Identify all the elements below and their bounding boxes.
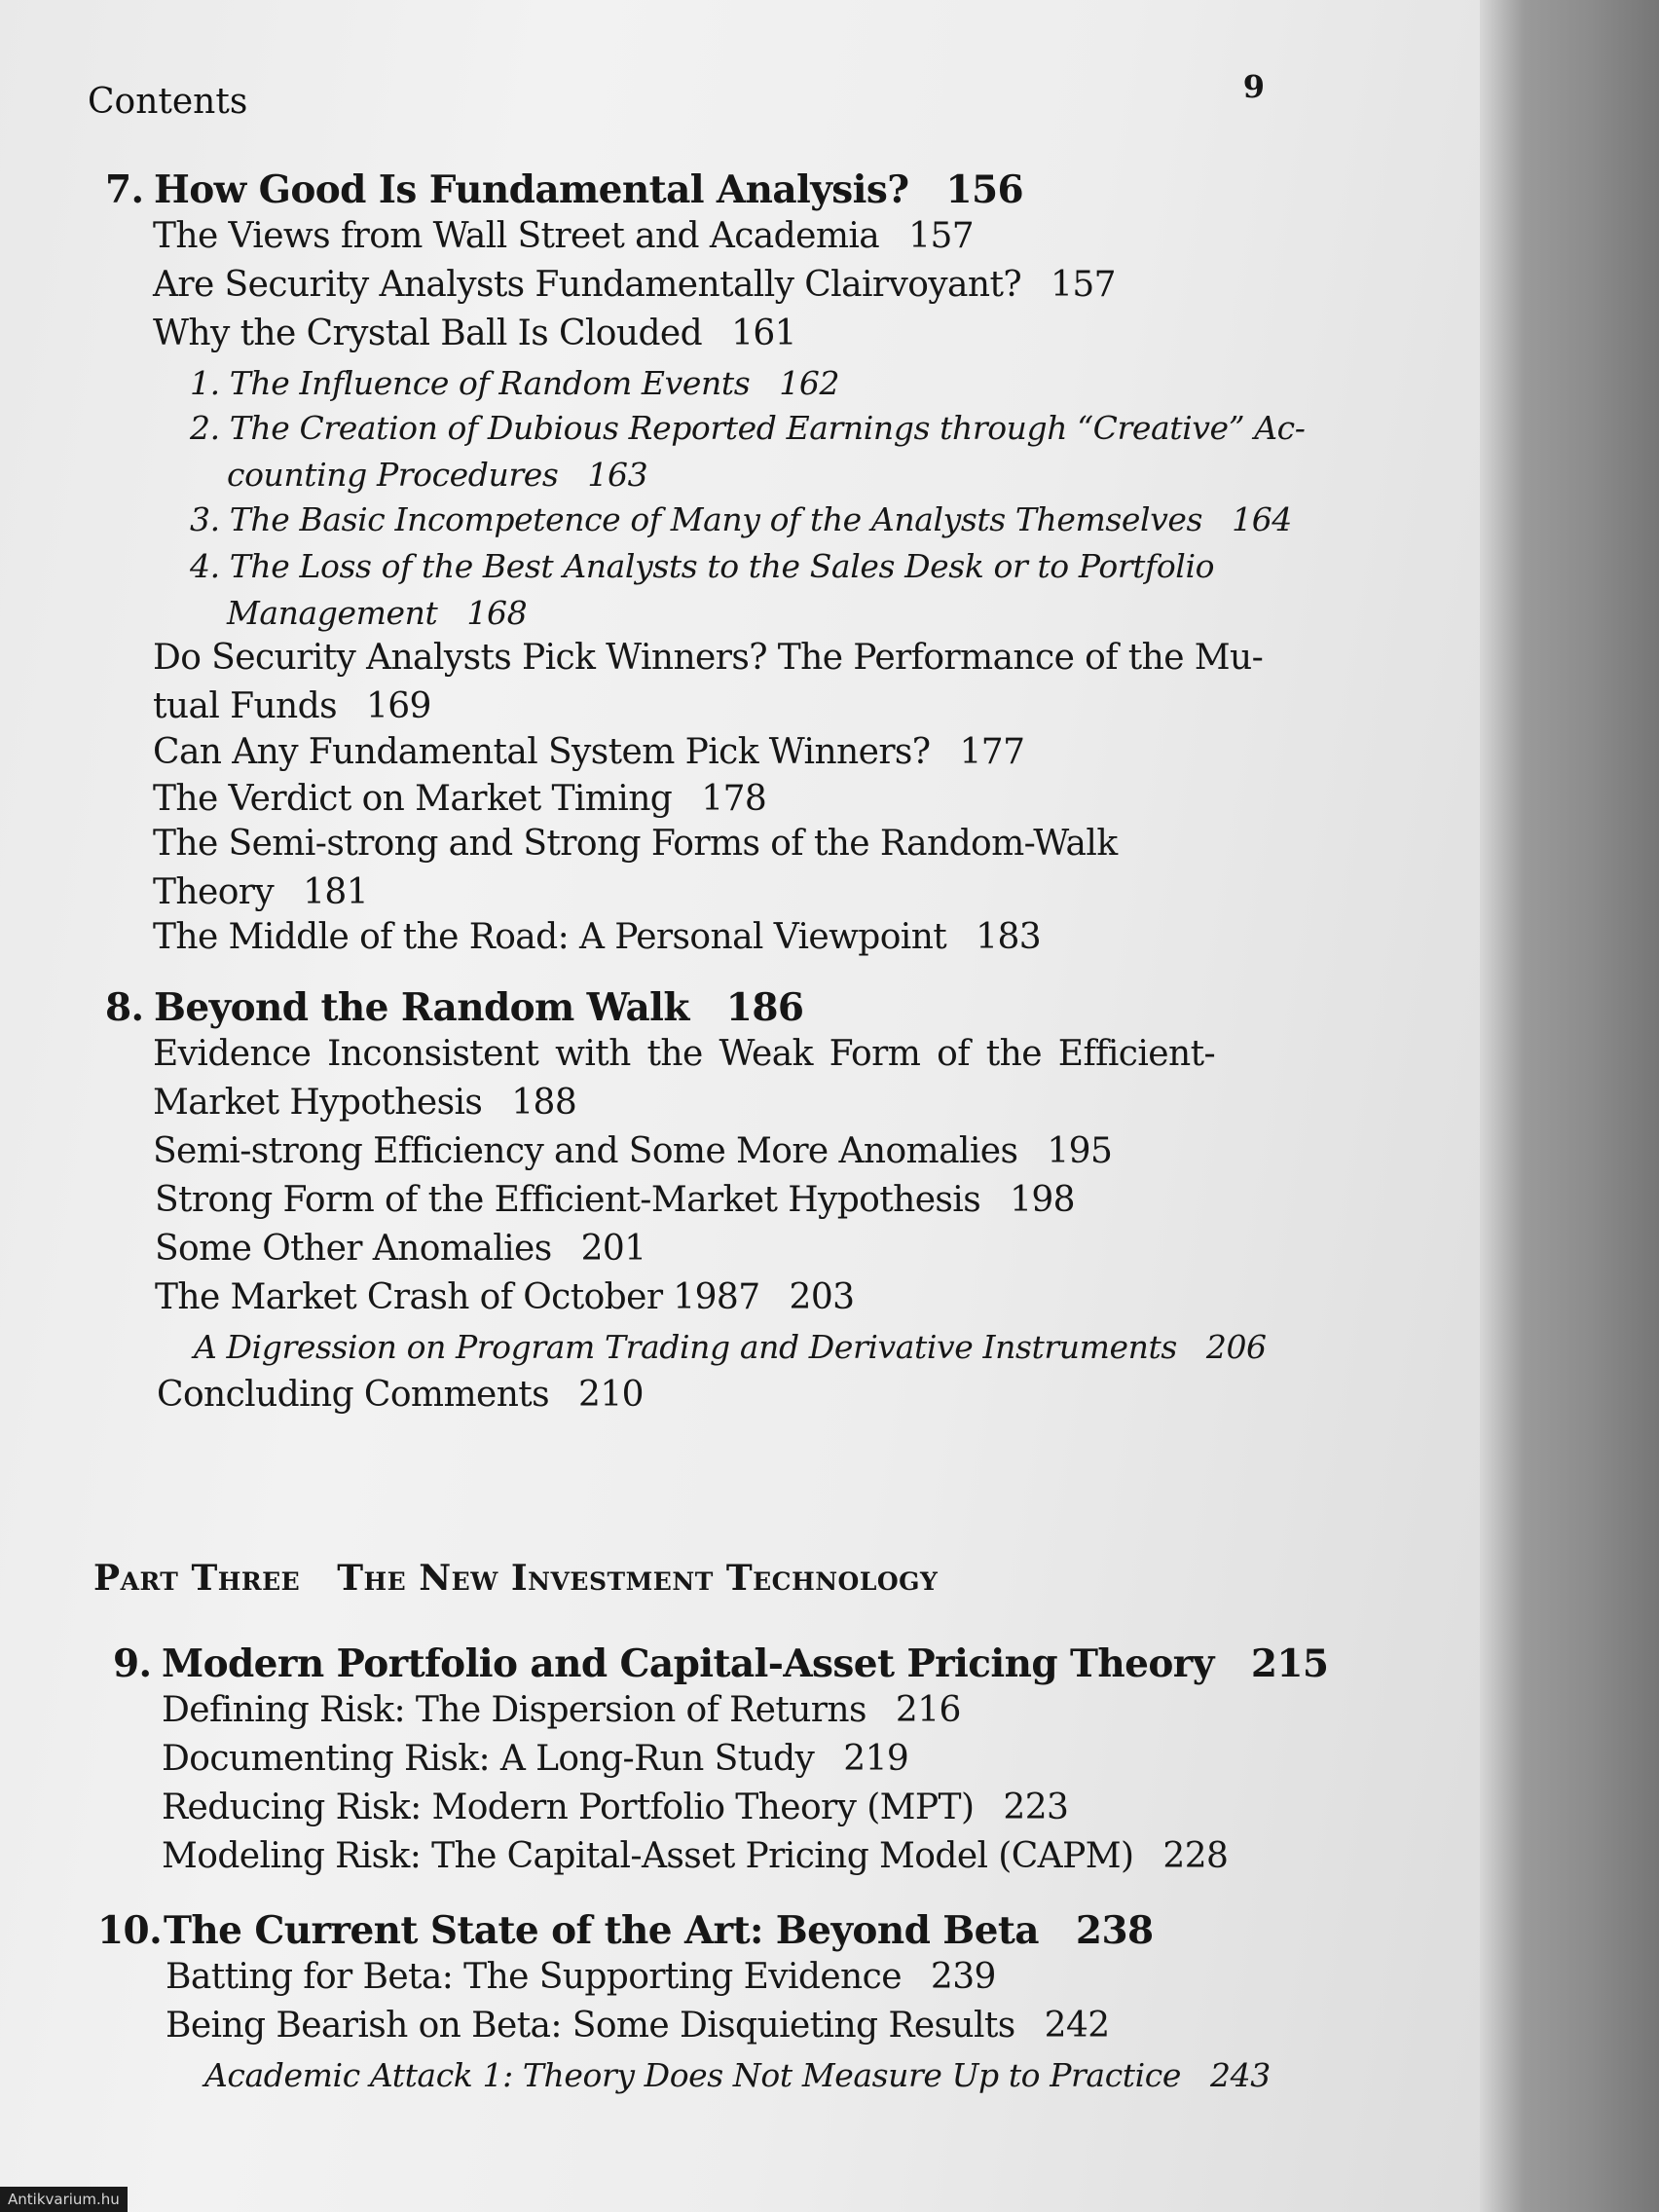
item-title: counting Procedures [227,456,559,494]
part-heading [93,1558,938,1599]
subsection-title: Academic Attack 1: Theory Does Not Measure Up to Practice [204,2056,1182,2094]
chapter-title: Modern Portfolio and Capital-Asset Pricing Theory [162,1641,1214,1686]
toc-section [166,2006,1110,2046]
section-page: 198 [1010,1180,1075,1220]
section-title: Evidence Inconsistent with the Weak Form of the Efficient- [153,1034,1216,1074]
section-title: Modeling Risk: The Capital-Asset Pricing Model (CAPM) [162,1836,1134,1876]
toc-chapter-8 [105,985,803,1030]
subsection-page: 206 [1205,1328,1267,1366]
toc-item [190,500,1292,538]
toc-section [153,265,1116,305]
item-number: 2. [190,409,220,447]
section-title: Documenting Risk: A Long-Run Study [162,1739,815,1779]
section-page: 177 [959,732,1025,772]
section-title: The Verdict on Market Timing [153,779,673,819]
item-number: 4. [190,547,220,585]
section-title: Batting for Beta: The Supporting Evidence [166,1957,902,1997]
page-edge-shadow [1480,0,1659,2212]
item-page: 163 [587,456,648,494]
chapter-page: 215 [1250,1641,1329,1686]
watermark-label: Antikvarium.hu [0,2187,128,2212]
section-title: tual Funds [153,686,337,726]
section-page: 216 [895,1690,961,1730]
section-title: Why the Crystal Ball Is Clouded [153,313,703,353]
section-page: 239 [930,1957,996,1997]
toc-section [153,779,766,819]
toc-section [153,1034,1215,1074]
section-title: The Views from Wall Street and Academia [153,216,880,256]
section-title: Some Other Anomalies [155,1229,552,1269]
chapter-number: 8. [105,985,144,1030]
toc-section [166,1957,996,1997]
toc-section-continued [153,1083,576,1123]
toc-section-continued [153,872,368,912]
toc-section [157,1375,644,1415]
toc-section [153,313,796,353]
item-title: The Basic Incompetence of Many of the Analysts Themselves [229,500,1203,538]
part-label: Part Three [93,1558,301,1599]
toc-chapter-7 [105,167,1023,212]
item-page: 162 [779,364,840,402]
section-page: 219 [843,1739,909,1779]
section-page: 161 [731,313,796,353]
section-page: 169 [365,686,431,726]
section-title: The Semi-strong and Strong Forms of the Random-Walk [153,824,1118,864]
toc-section [153,1131,1112,1171]
toc-section [155,1229,646,1269]
toc-item [190,409,1306,447]
item-title: Management [227,594,438,632]
item-title: The Influence of Random Events [229,364,751,402]
chapter-page: 156 [945,167,1024,212]
section-page: 183 [976,917,1042,957]
section-title: Being Bearish on Beta: Some Disquieting Results [166,2006,1015,2046]
toc-section [153,917,1041,957]
section-title: Are Security Analysts Fundamentally Clairvoyant? [153,265,1022,305]
section-title: Defining Risk: The Dispersion of Returns [162,1690,866,1730]
toc-item [190,547,1214,585]
section-page: 223 [1003,1788,1069,1827]
toc-section [153,216,974,256]
chapter-title: Beyond the Random Walk [154,985,689,1030]
section-page: 195 [1047,1131,1113,1171]
item-number: 3. [190,500,220,538]
section-page: 188 [511,1083,577,1123]
section-title: Concluding Comments [157,1375,550,1415]
item-page: 168 [466,594,528,632]
chapter-number: 7. [105,167,144,212]
section-page: 157 [908,216,975,256]
chapter-title: How Good Is Fundamental Analysis? [154,167,909,212]
toc-section [153,824,1118,864]
section-page: 181 [303,872,369,912]
item-title: The Creation of Dubious Reported Earnings through “Creative” Ac- [229,409,1306,447]
page-number: 9 [1242,68,1265,105]
section-page: 203 [789,1277,855,1317]
section-title: Reducing Risk: Modern Portfolio Theory (MPT) [162,1788,975,1827]
toc-section [162,1836,1228,1876]
toc-item-continued [227,594,527,632]
toc-section [162,1788,1068,1827]
section-page: 157 [1051,265,1116,305]
chapter-number: 10. [97,1908,163,1953]
toc-section [162,1739,908,1779]
section-page: 242 [1044,2006,1110,2046]
toc-item-continued [227,456,647,494]
section-page: 178 [701,779,767,819]
section-title: Market Hypothesis [153,1083,483,1123]
chapter-title: The Current State of the Art: Beyond Beta [164,1908,1039,1953]
section-title: The Market Crash of October 1987 [155,1277,760,1317]
section-page: 210 [578,1375,644,1415]
section-title: Semi-strong Efficiency and Some More Anomalies [153,1131,1018,1171]
chapter-page: 238 [1075,1908,1154,1953]
item-page: 164 [1232,500,1292,538]
section-page: 228 [1162,1836,1229,1876]
toc-section [155,1277,854,1317]
chapter-page: 186 [725,985,804,1030]
toc-subsection [204,2056,1271,2094]
subsection-title: A Digression on Program Trading and Derivative Instruments [194,1328,1177,1366]
running-head: Contents [88,82,248,122]
toc-section [162,1690,961,1730]
section-title: Theory [153,872,275,912]
toc-section-continued [153,686,431,726]
section-title: Can Any Fundamental System Pick Winners? [153,732,931,772]
toc-section [153,732,1024,772]
section-page: 201 [580,1229,646,1269]
item-title: The Loss of the Best Analysts to the Sales Desk or to Portfolio [229,547,1215,585]
chapter-number: 9. [113,1641,152,1686]
toc-section [155,1180,1075,1220]
part-title: The New Investment Technology [337,1558,939,1599]
section-title: The Middle of the Road: A Personal Viewpoint [153,917,947,957]
section-title: Do Security Analysts Pick Winners? The Performance of the Mu- [153,638,1264,678]
subsection-page: 243 [1210,2056,1271,2094]
item-number: 1. [190,364,220,402]
toc-chapter-10 [97,1908,1154,1953]
section-title: Strong Form of the Efficient-Market Hypothesis [155,1180,981,1220]
toc-item [190,364,839,402]
toc-section [153,638,1263,678]
toc-subsection [194,1328,1267,1366]
toc-chapter-9 [113,1641,1328,1686]
